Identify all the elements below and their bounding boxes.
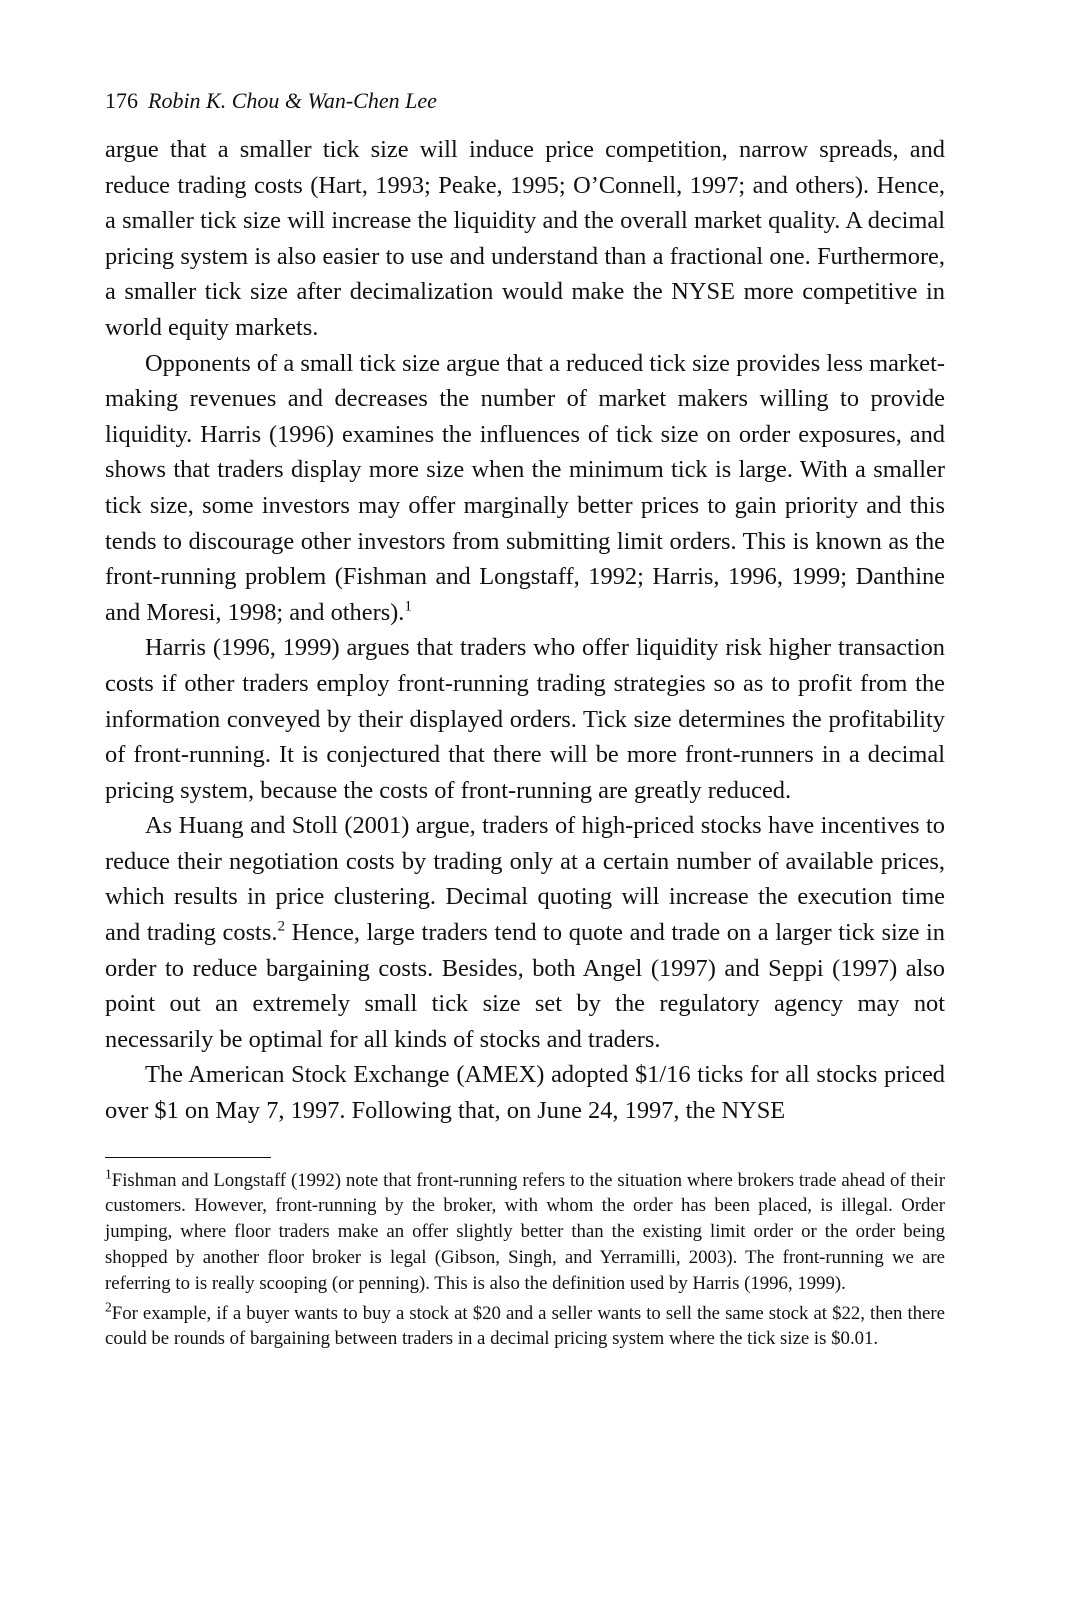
footnote-1	[105, 1168, 945, 1297]
paragraph-4-text-before: As Huang and Stoll (2001) argue, traders of high-priced stocks have incentives to reduce their negotiation costs by trading only at a certain number of available prices, which results in price clustering. Decimal quoting will increase the execution time and trading costs.	[105, 812, 945, 947]
footnote-divider	[105, 1157, 271, 1158]
paragraph-3	[105, 630, 945, 808]
page-number: 176	[105, 88, 138, 113]
paragraph-5-text: The American Stock Exchange (AMEX) adopted $1/16 ticks for all stocks priced over $1 on May 7, 1997. Following that, on June 24, 1997, the NYSE	[105, 1061, 945, 1125]
paragraph-4	[105, 808, 945, 1057]
footnote-1-marker: 1	[105, 1166, 112, 1182]
footnote-reference-2[interactable]: 2	[277, 918, 285, 935]
page	[105, 86, 945, 1356]
running-head	[105, 86, 945, 116]
footnote-2	[105, 1301, 945, 1353]
footnote-2-text: For example, if a buyer wants to buy a stock at $20 and a seller wants to sell the same stock at $22, then there could be rounds of bargaining between traders in a decimal pricing system where the tick size is $0.01.	[105, 1302, 945, 1350]
footnote-reference-1[interactable]: 1	[404, 598, 412, 615]
body-text	[105, 132, 945, 1129]
running-head-authors: Robin K. Chou & Wan-Chen Lee	[148, 88, 437, 113]
footnote-1-text: Fishman and Longstaff (1992) note that front-running refers to the situation where brokers trade ahead of their customers. However, front-running by the broker, with whom the order has been placed, is illegal. Order jumping, where floor traders make an offer slightly better than the existing limit order or the order being shopped by another floor broker is legal (Gibson, Singh, and Yerramilli, 2003). The front-running we are referring to is really scooping (or penning). This is also the definition used by Harris (1996, 1999).	[105, 1169, 945, 1294]
footnote-2-marker: 2	[105, 1299, 112, 1315]
paragraph-4-text-after: Hence, large traders tend to quote and trade on a larger tick size in order to reduce bargaining costs. Besides, both Angel (1997) and Seppi (1997) also point out an extremely small tick size set by the regulatory agency may not necessarily be optimal for all kinds of stocks and traders.	[105, 919, 945, 1053]
paragraph-1-text: argue that a smaller tick size will induce price competition, narrow spreads, and reduce trading costs (Hart, 1993; Peake, 1995; O’Connell, 1997; and others). Hence, a smaller tick size will increase the liquidity and the overall market quality. A decimal pricing system is also easier to use and understand than a fractional one. Furthermore, a smaller tick size after decimalization would make the NYSE more competitive in world equity markets.	[105, 136, 945, 341]
paragraph-1	[105, 132, 945, 346]
paragraph-2-text: Opponents of a small tick size argue that a reduced tick size provides less market-making revenues and decreases the number of market makers willing to provide liquidity. Harris (1996) examines the influences of tick size on order exposures, and shows that traders display more size when the minimum tick is large. With a smaller tick size, some investors may offer marginally better prices to gain priority and this tends to discourage other investors from submitting limit orders. This is known as the front-running problem (Fishman and Longstaff, 1992; Harris, 1996, 1999; Danthine and Moresi, 1998; and others).	[105, 349, 945, 626]
paragraph-2	[105, 346, 945, 631]
paragraph-3-text: Harris (1996, 1999) argues that traders who offer liquidity risk higher transaction costs if other traders employ front-running trading strategies so as to profit from the information conveyed by their displayed orders. Tick size determines the profitability of front-running. It is conjectured that there will be more front-runners in a decimal pricing system, because the costs of front-running are greatly reduced.	[105, 634, 945, 804]
footnotes	[105, 1168, 945, 1353]
paragraph-5	[105, 1057, 945, 1128]
